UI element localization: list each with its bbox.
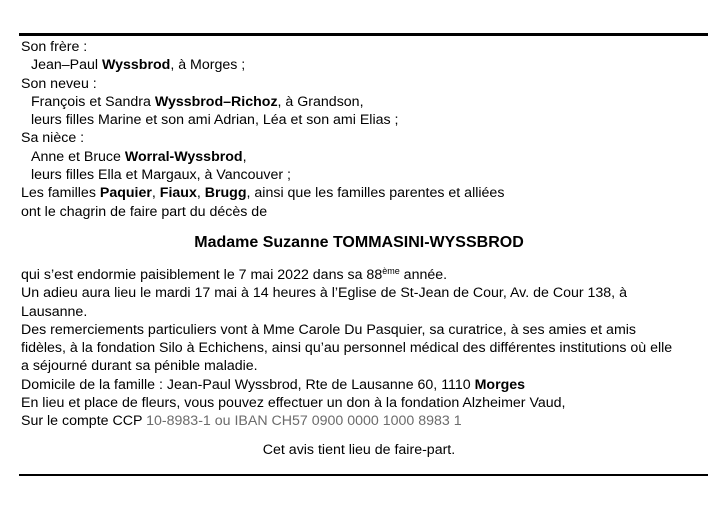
- announcement-line: ont le chagrin de faire part du décès de: [21, 203, 268, 220]
- farewell-line-1: Un adieu aura lieu le mardi 17 mai à 14 heures à l’Eglise de St-Jean de Cour, Av. de Cour 138, à: [21, 285, 627, 302]
- family-name-paquier: Paquier: [99, 185, 152, 202]
- nephew-children: leurs filles Marine et son ami Adrian, Léa et son ami Elias ;: [31, 112, 399, 129]
- thanks-line-2: fidèles, à la fondation Silo à Echichens, ainsi qu’au personnel médical des différentes institutions où elle: [21, 340, 673, 357]
- niece-heading: Sa nièce :: [21, 130, 85, 147]
- passing-line: [21, 266, 707, 284]
- passing-pre: qui s’est endormie paisiblement le 7 mai 2022 dans sa 88: [21, 266, 383, 283]
- family-address: [21, 376, 707, 394]
- families-pre: Les familles: [21, 185, 100, 202]
- address-pre: Domicile de la famille : Jean-Paul Wyssbrod, Rte de Lausanne 60, 1110: [21, 376, 475, 393]
- address-city: Morges: [474, 376, 526, 393]
- ordinal-suffix: ème: [382, 265, 400, 276]
- family-name-fiaux: Fiaux: [159, 185, 197, 202]
- farewell-line-2: Lausanne.: [21, 303, 88, 320]
- family-name-brugg: Brugg: [204, 185, 247, 202]
- top-rule: [19, 33, 708, 36]
- account-line: [21, 412, 707, 430]
- families-line: [21, 184, 707, 202]
- niece-surname: Worral-Wyssbrod: [124, 148, 243, 165]
- passing-post: année.: [399, 266, 448, 283]
- brother-entry: [21, 56, 707, 74]
- deceased-name: Madame Suzanne TOMMASINI-WYSSBROD: [194, 233, 524, 251]
- brother-post: , à Morges ;: [170, 57, 246, 74]
- account-number: 10-8983-1 ou IBAN CH57 0900 0000 1000 8983 1: [146, 413, 462, 430]
- nephew-pre: François et Sandra: [31, 93, 155, 110]
- nephew-heading: Son neveu :: [21, 75, 97, 92]
- nephew-post: , à Grandson,: [277, 93, 364, 110]
- thanks-line-3: a séjourné durant sa pénible maladie.: [21, 358, 258, 375]
- families-sep-1: ,: [151, 185, 160, 202]
- thanks-line-1: Des remerciements particuliers vont à Mme Carole Du Pasquier, sa curatrice, à ses amies et amis: [21, 321, 637, 338]
- brother-pre: Jean–Paul: [31, 57, 102, 74]
- families-sep-2: ,: [196, 185, 205, 202]
- niece-post: ,: [242, 148, 247, 165]
- niece-entry: [21, 148, 707, 166]
- nephew-entry: [21, 93, 707, 111]
- niece-pre: Anne et Bruce: [31, 148, 125, 165]
- brother-heading: Son frère :: [21, 39, 88, 55]
- account-pre: Sur le compte CCP: [21, 413, 147, 430]
- brother-surname: Wyssbrod: [102, 57, 171, 74]
- families-post: , ainsi que les familles parentes et alliées: [246, 185, 505, 202]
- closing-note: Cet avis tient lieu de faire-part.: [262, 441, 456, 458]
- donation-line: En lieu et place de fleurs, vous pouvez effectuer un don à la fondation Alzheimer Vaud,: [21, 395, 566, 412]
- nephew-surname: Wyssbrod–Richoz: [154, 93, 278, 110]
- obituary-notice: [21, 38, 707, 459]
- bottom-rule: [19, 474, 708, 476]
- niece-children: leurs filles Ella et Margaux, à Vancouver ;: [31, 167, 291, 184]
